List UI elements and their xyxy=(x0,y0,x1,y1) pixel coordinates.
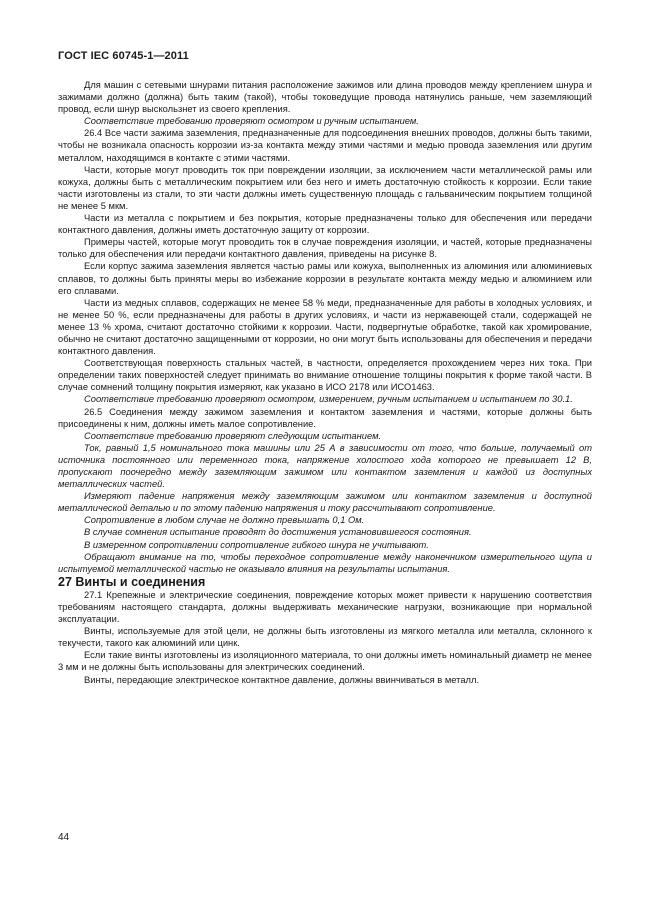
paragraph: Части из медных сплавов, содержащих не менее 58 % меди, предназначенные для работы в холодных условиях, и не менее 50 %, если предназначены для работы в других условиях, и части из нержавеющей стали, содержащей не менее 13 % хрома, считают достаточно стойкими к коррозии. Части, подвергнутые обработке, такой как хромирование, обычно не считают достаточно защищенными от коррозии, но они могут быть использованы для обеспечения и передачи контактного давления. xyxy=(58,297,592,357)
paragraph: Винты, используемые для этой цели, не должны быть изготовлены из мягкого металла или металла, склонного к текучести, такого как алюминий или цинк. xyxy=(58,626,592,649)
paragraph: Соответствие требованию проверяют осмотром, измерением, ручным испытанием и испытанием по 30.1. xyxy=(84,394,573,405)
document-body xyxy=(58,79,592,686)
section-title: 27 Винты и соединения xyxy=(58,574,206,589)
paragraph: Сопротивление в любом случае не должно превышать 0,1 Ом. xyxy=(84,515,365,526)
paragraph: 26.4 Все части зажима заземления, предназначенные для подсоединения внешних проводов, должны быть такими, чтобы не возникала опасность коррозии из-за контакта между этими частями и медью провода заземления или другим металлом, находящимся в контакте с этими частями. xyxy=(58,128,592,163)
standard-header: ГОСТ IEC 60745-1—2011 xyxy=(58,50,189,62)
paragraph: Соответствие требованию проверяют следующим испытанием. xyxy=(84,430,382,441)
page-number: 44 xyxy=(58,832,70,843)
paragraph: Соответствующая поверхность стальных частей, в частности, определяется прохождением через них тока. При определении таких поверхностей следует принимать во внимание отношение толщины покрытия к форме такой части. В случае сомнений толщину покрытия измеряют, как указано в ИСО 2178 или ИСО1463. xyxy=(58,358,592,393)
paragraph: Измеряют падение напряжения между заземляющим зажимом или контактом заземления и доступной металлической деталью и по этому падению напряжения и току рассчитывают сопротивление. xyxy=(58,491,592,514)
paragraph: Винты, передающие электрическое контактное давление, должны ввинчиваться в металл. xyxy=(84,674,480,685)
paragraph: Части из металла с покрытием и без покрытия, которые предназначены только для обеспечения или передачи контактного давления, должны иметь достаточную защиту от коррозии. xyxy=(58,213,592,236)
paragraph: В случае сомнения испытание проводят до достижения установившегося состояния. xyxy=(84,527,472,538)
clause-27-text xyxy=(58,589,592,686)
paragraph: Если корпус зажима заземления является частью рамы или кожуха, выполненных из алюминия или алюминиевых сплавов, то должны быть приняты меры во избежание коррозии в результате контакта между медью и алюминием или его сплавами. xyxy=(58,261,592,296)
paragraph: Части, которые могут проводить ток при повреждении изоляции, за исключением части металлической рамы или кожуха, должны быть с металлическим покрытием или без него и иметь достаточную стойкость к коррозии. Если такие части изготовлены из стали, то эти части должны иметь существенную площадь с гальваническим покрытием толщиной не менее 5 мкм. xyxy=(58,164,592,211)
paragraph: Соответствие требованию проверяют осмотром и ручным испытанием. xyxy=(84,116,419,127)
paragraph: Если такие винты изготовлены из изоляционного материала, то они должны иметь номинальный диаметр не менее 3 мм и не должны быть использованы для электрических соединений. xyxy=(58,650,592,673)
paragraph: В измеренном сопротивлении сопротивление гибкого шнура не учитывают. xyxy=(84,539,429,550)
paragraph: 26.5 Соединения между зажимом заземления и контактом заземления и частями, которые должны быть присоединены к ним, должны иметь малое сопротивление. xyxy=(58,406,592,429)
paragraph: Примеры частей, которые могут проводить ток в случае повреждения изоляции, и частей, которые предназначены только для обеспечения или передачи контактного давления, приведены на рисунке 8. xyxy=(58,237,592,260)
paragraph: Обращают внимание на то, чтобы переходное сопротивление между наконечником измерительного щупа и испытуемой металлической частью не оказывало влияния на результаты испытания. xyxy=(58,551,592,574)
paragraph: Ток, равный 1,5 номинального тока машины или 25 А в зависимости от того, что больше, получаемый от источника постоянного или переменного тока, напряжение холостого хода которого не превышает 12 В, пропускают поочередно между заземляющим зажимом или контактом заземления и каждой из доступных металлических частей. xyxy=(58,442,592,490)
paragraph: Для машин с сетевыми шнурами питания расположение зажимов или длина проводов между креплением шнура и зажимами должно (должна) быть таким (такой), чтобы токоведущие провода натянулись раньше, чем заземляющий провод, если шнур выскользнет из своего крепления. xyxy=(58,80,592,115)
clause-26-text xyxy=(58,79,592,575)
paragraph: 27.1 Крепежные и электрические соединения, повреждение которых может привести к нарушению соответствия требованиям настоящего стандарта, должны выдерживать механические нагрузки, возникающие при нормальной эксплуатации. xyxy=(58,589,592,625)
